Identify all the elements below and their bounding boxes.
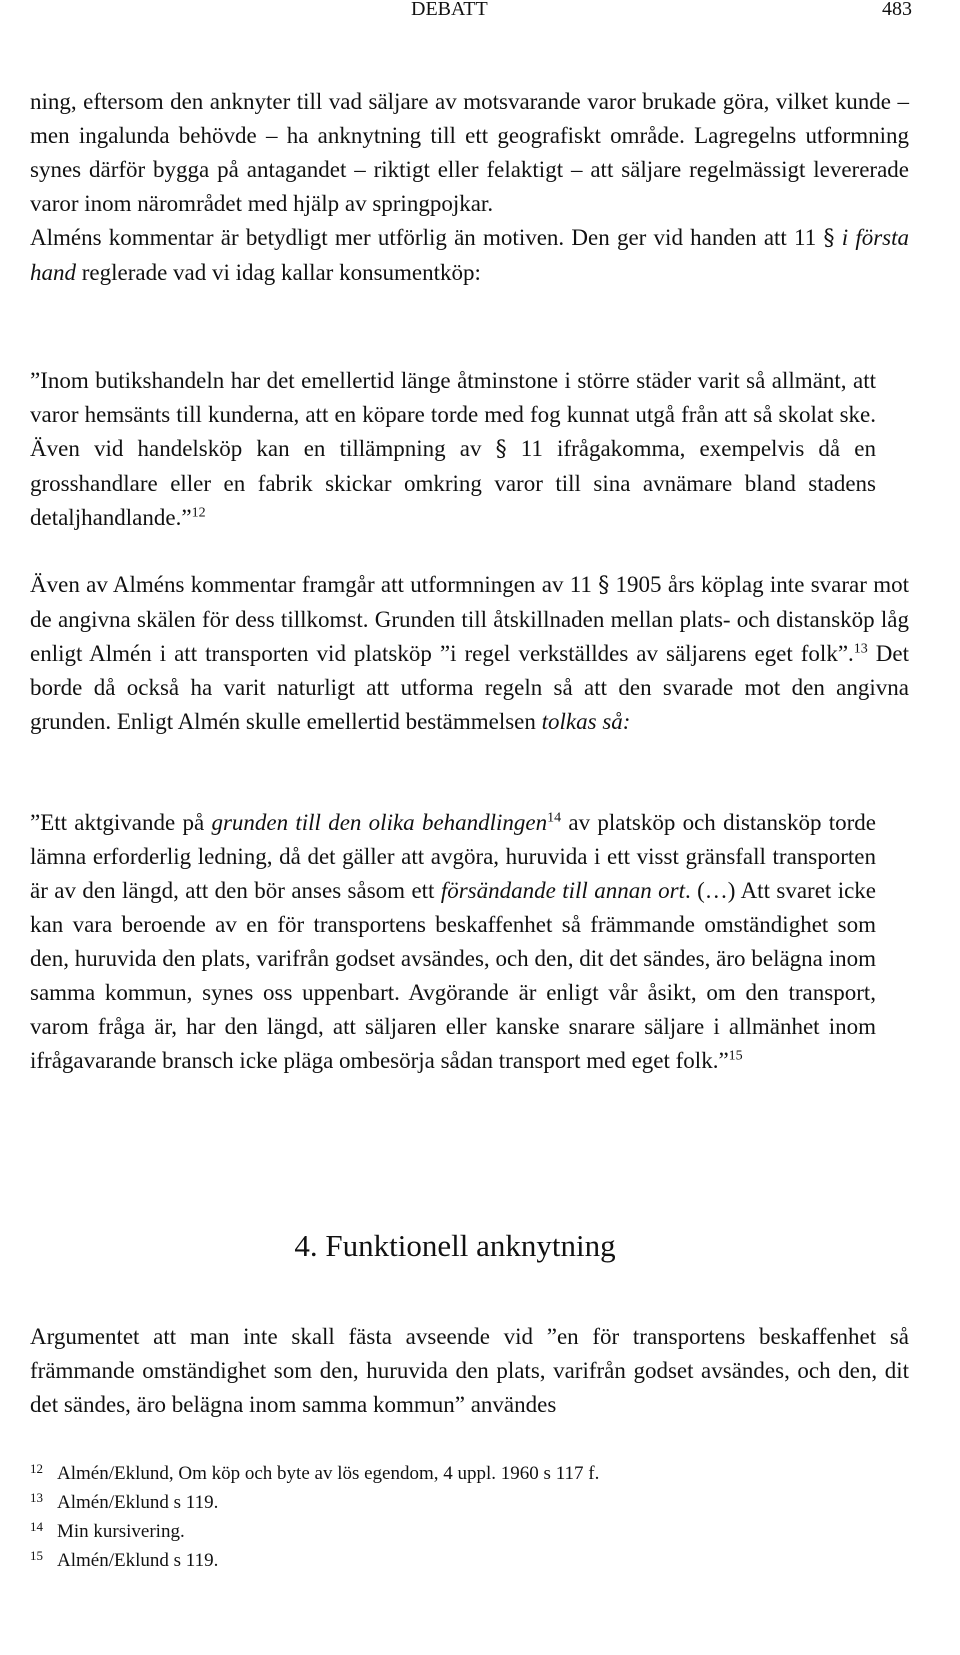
footnote-number: 13: [30, 1490, 43, 1505]
footnote-number: 14: [30, 1519, 43, 1534]
footnotes: [30, 1460, 909, 1576]
quote-2-paragraph: [30, 806, 876, 1078]
footnote-ref-14[interactable]: 14: [547, 810, 562, 826]
block-quote-1: [30, 364, 876, 535]
quote-2-italic-b: försändande till annan ort: [440, 878, 685, 903]
body-text-top: [30, 85, 909, 290]
body-text-bottom: [30, 1320, 909, 1422]
paragraph-1: ning, eftersom den anknyter till vad säljare av motsvarande varor brukade göra, vilket kunde – men ingalunda behövde – ha anknytning till ett geografiskt område. Lagregelns utformning synes därför bygga på antagandet – riktigt eller felaktigt – att säljare regelmässigt levererade varor inom närområdet med hjälp av springpojkar.: [30, 89, 909, 216]
quote-1-paragraph: [30, 364, 876, 535]
quote-1-text-a: ”Inom butikshandeln har det emellertid länge åtminstone i större städer varit så allmänt, att varor hemsänts till kunderna, att en köpare torde med fog kunnat utgå från att så skolat ske. Även vid handelsköp kan en tillämpning av: [30, 368, 876, 461]
section-sign: §: [823, 226, 835, 251]
footnote-12: [30, 1460, 909, 1489]
footnote-ref-15[interactable]: 15: [728, 1048, 743, 1064]
page-number: 483: [882, 0, 912, 20]
paragraph-3-text-b: 1905 års köplag inte svarar mot de angivna skälen för dess tillkomst. Grunden till åtskillnaden mellan plats- och distansköp låg enligt Almén i att transporten vid platsköp ”i regel verkställdes av säljarens eget folk”.: [30, 572, 910, 666]
quote-2-italic-a: grunden till den olika behandlingen: [211, 810, 548, 835]
quote-2-text-b: av platsköp och distansköp torde lämna erforderlig ledning, då det gäller att avgöra, huruvida i ett visst gränsfall transporten är av den längd, att den bör anses såsom ett: [30, 810, 876, 903]
footnote-15: [30, 1547, 909, 1576]
footnote-text: Min kursivering.: [57, 1521, 185, 1542]
footnote-number: 12: [30, 1461, 43, 1476]
paragraph-4: Argumentet att man inte skall fästa avseende vid ”en för transportens beskaffenhet så främmande omständighet som den, huruvida den plats, varifrån godset avsändes, och den, dit det sändes, äro belägna inom samma kommun” användes: [30, 1324, 909, 1417]
footnote-ref-12[interactable]: 12: [191, 505, 206, 521]
section-sign: §: [495, 437, 507, 462]
running-head: [0, 0, 960, 28]
footnote-ref-13[interactable]: 13: [853, 641, 868, 657]
block-quote-2: [30, 806, 876, 1078]
section-heading: 4. Funktionell anknytning: [294, 1228, 616, 1263]
quote-2-text-a: ”Ett aktgivande på: [30, 810, 212, 835]
paragraph-3-italic: tolkas så:: [541, 709, 631, 734]
running-head-title: DEBATT: [411, 0, 488, 20]
paragraph-3-text-a: Även av Alméns kommentar framgår att utformningen av 11: [30, 572, 599, 597]
paragraph-3-text-c: Det borde då också ha varit naturligt att utforma regeln så att den svarade mot den angivna grunden. Enligt Almén skulle emellertid bestämmelsen: [30, 641, 909, 734]
footnote-text: Almén/Eklund s 119.: [57, 1492, 219, 1513]
footnote-13: [30, 1489, 909, 1518]
footnote-14: [30, 1518, 909, 1547]
paragraph-2-text-b: reglerade vad vi idag kallar konsumentköp:: [76, 260, 481, 285]
quote-1-text-b: 11 ifrågakomma, exempelvis då en grosshandlare eller en fabrik skickar omkring varor till sina avnämare bland stadens detaljhandlande.”: [30, 436, 876, 530]
footnote-text: Almén/Eklund, Om köp och byte av lös egendom, 4 uppl. 1960 s 117 f.: [57, 1463, 600, 1484]
section-sign: §: [598, 573, 610, 598]
body-text-middle: [30, 568, 909, 739]
footnote-text: Almén/Eklund s 119.: [57, 1550, 219, 1571]
paragraph-2-text-a: Alméns kommentar är betydligt mer utförlig än motiven. Den ger vid handen att 11: [30, 225, 824, 250]
footnote-number: 15: [30, 1548, 43, 1563]
quote-2-text-c: . (…) Att svaret icke kan vara beroende av en för transportens beskaffenhet så främmande omständighet som den, huruvida den plats, varifrån godset avsändes, och den, dit det sändes, äro belägna inom samma kommun, synes oss uppenbart. Avgörande är enligt vår åsikt, om den transport, varom fråga är, har den längd, att säljaren eller kanske snarare säljare i allmänhet inom ifrågavarande bransch icke pläga ombesörja sådan transport med eget folk.”: [30, 878, 877, 1073]
paragraph-2: [30, 221, 909, 290]
paragraph-2-italic: i första hand: [30, 225, 910, 285]
paragraph-3: [30, 568, 909, 739]
